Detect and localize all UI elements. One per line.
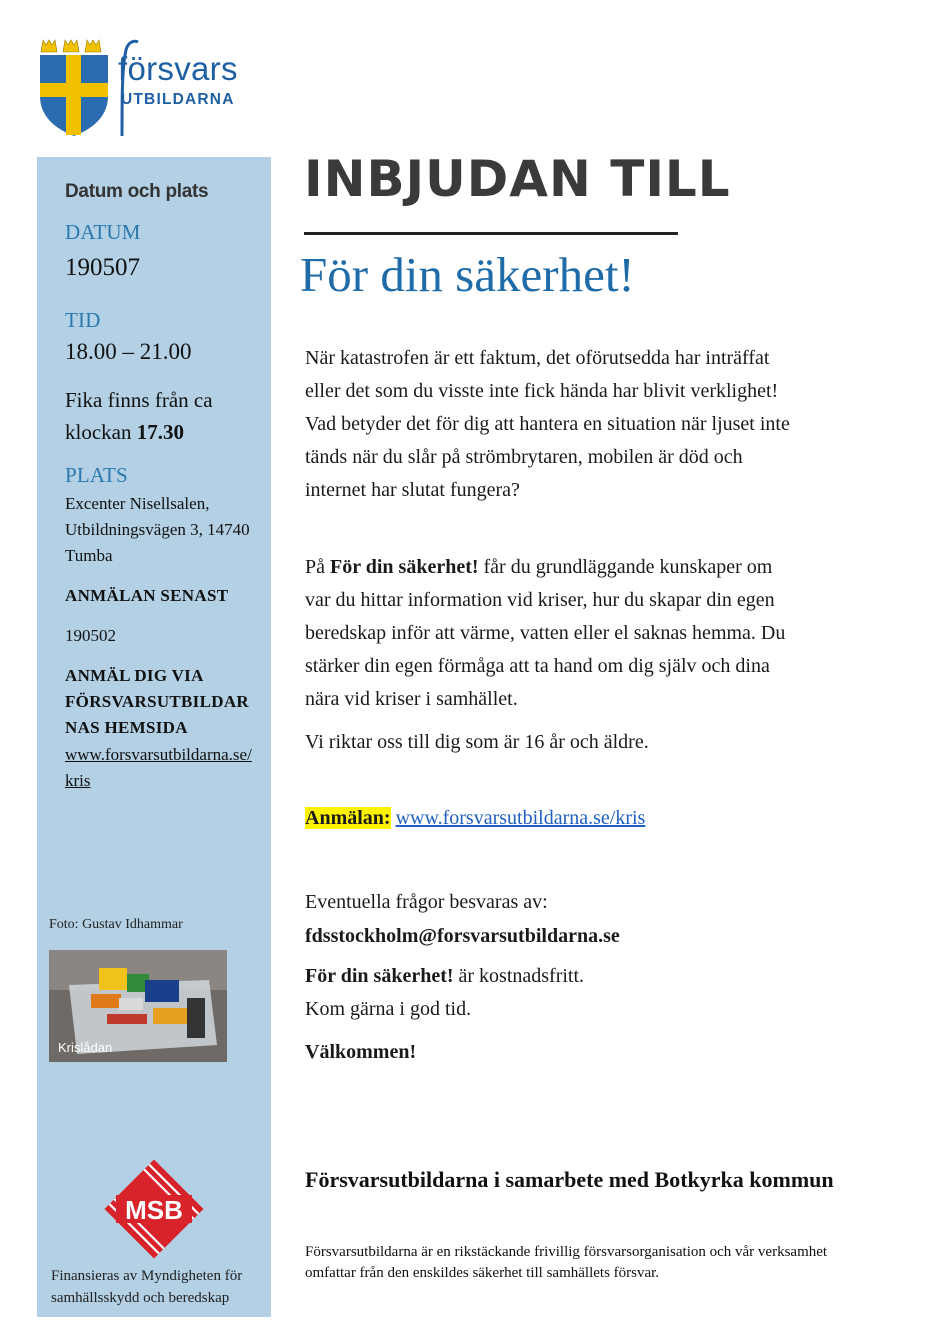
course-line: nära vid kriser i samhället.: [305, 688, 518, 710]
krisladan-photo: [49, 950, 227, 1062]
funding-line1: Finansieras av Myndigheten för: [51, 1268, 243, 1284]
footer-description: Försvarsutbildarna är en rikstäckande frivillig försvarsorganisation och vår verksamhet omfattar från den enskildes säkerhet till samhällets försvar.: [305, 1244, 828, 1281]
msb-text: MSB: [125, 1195, 183, 1225]
intro-paragraph: [305, 342, 905, 507]
arrive-line: Kom gärna i god tid.: [305, 998, 472, 1020]
fika-line1: Fika finns från ca: [65, 388, 213, 412]
datum-value: 190507: [65, 254, 140, 281]
welcome-text: Välkommen!: [305, 1041, 417, 1063]
plats-address: [65, 491, 250, 569]
anmalan-senast-label: ANMÄLAN SENAST: [65, 586, 229, 605]
sidebar-link-line2[interactable]: kris: [65, 771, 91, 790]
anmal-via-line2: FÖRSVARSUTBILDAR: [65, 692, 249, 711]
intro-line: internet har slutat fungera?: [305, 479, 520, 501]
sidebar-link[interactable]: [65, 742, 252, 794]
plats-line3: Tumba: [65, 546, 113, 565]
intro-line: Vad betyder det för dig att hantera en situation när ljuset inte: [305, 413, 790, 435]
course-pre: På: [305, 556, 330, 578]
free-course-name: För din säkerhet!: [305, 965, 454, 987]
free-rest: är kostnadsfritt.: [453, 965, 585, 987]
photo-caption: Krislådan: [58, 1040, 113, 1055]
course-line: var du hittar information vid kriser, hur du skapar din egen: [305, 589, 775, 611]
fika-line2-prefix: klockan: [65, 420, 137, 444]
plats-label: PLATS: [65, 463, 128, 487]
course-line: beredskap inför att värme, vatten eller el saknas hemma. Du: [305, 622, 786, 644]
anmalan-senast-value: 190502: [65, 626, 116, 645]
plats-line2: Utbildningsvägen 3, 14740: [65, 520, 250, 539]
tid-label: TID: [65, 308, 101, 332]
course-paragraph: [305, 551, 905, 716]
anmal-via-line3: NAS HEMSIDA: [65, 718, 188, 737]
course-line: stärker din egen förmåga att ta hand om dig själv och dina: [305, 655, 770, 677]
title-divider: [304, 232, 678, 235]
funding-note: [51, 1265, 242, 1309]
crowns-icon: [41, 40, 101, 52]
free-line: [305, 960, 905, 993]
logo-wordmark: försvars: [118, 50, 238, 87]
logo-subtitle: UTBILDARNA: [121, 91, 235, 108]
datum-label: DATUM: [65, 220, 141, 244]
fika-info: [65, 384, 213, 448]
page-subtitle: För din säkerhet!: [300, 247, 635, 302]
signup-line: [305, 802, 905, 835]
anmal-via-line1: ANMÄL DIG VIA: [65, 666, 204, 685]
intro-line: tänds när du slår på strömbrytaren, mobilen är död och: [305, 446, 743, 468]
age-line: Vi riktar oss till dig som är 16 år och äldre.: [305, 731, 649, 753]
course-name: För din säkerhet!: [330, 556, 479, 578]
sidebar-heading: Datum och plats: [65, 181, 209, 202]
photo-credit: Foto: Gustav Idhammar: [49, 917, 183, 932]
sidebar-link-line1[interactable]: www.forsvarsutbildarna.se/: [65, 745, 252, 764]
fika-time: 17.30: [136, 420, 184, 444]
course-line1-rest: får du grundläggande kunskaper om: [478, 556, 773, 578]
anmal-via: [65, 663, 249, 741]
signup-label: Anmälan:: [305, 807, 391, 829]
questions-email[interactable]: fdsstockholm@forsvarsutbildarna.se: [305, 925, 620, 947]
msb-logo: [102, 1157, 206, 1261]
signup-link[interactable]: www.forsvarsutbildarna.se/kris: [395, 807, 646, 829]
tid-value: 18.00 – 21.00: [65, 339, 192, 364]
funding-line2: samhällsskydd och beredskap: [51, 1290, 230, 1306]
plats-line1: Excenter Nisellsalen,: [65, 494, 210, 513]
intro-line: eller det som du visste inte fick hända har blivit verklighet!: [305, 380, 779, 402]
intro-line: När katastrofen är ett faktum, det oförutsedda har inträffat: [305, 347, 770, 369]
footer-title: Försvarsutbildarna i samarbete med Botkyrka kommun: [305, 1167, 834, 1192]
page-title: INBJUDAN TILL: [304, 150, 731, 208]
questions-line: Eventuella frågor besvaras av:: [305, 891, 548, 913]
